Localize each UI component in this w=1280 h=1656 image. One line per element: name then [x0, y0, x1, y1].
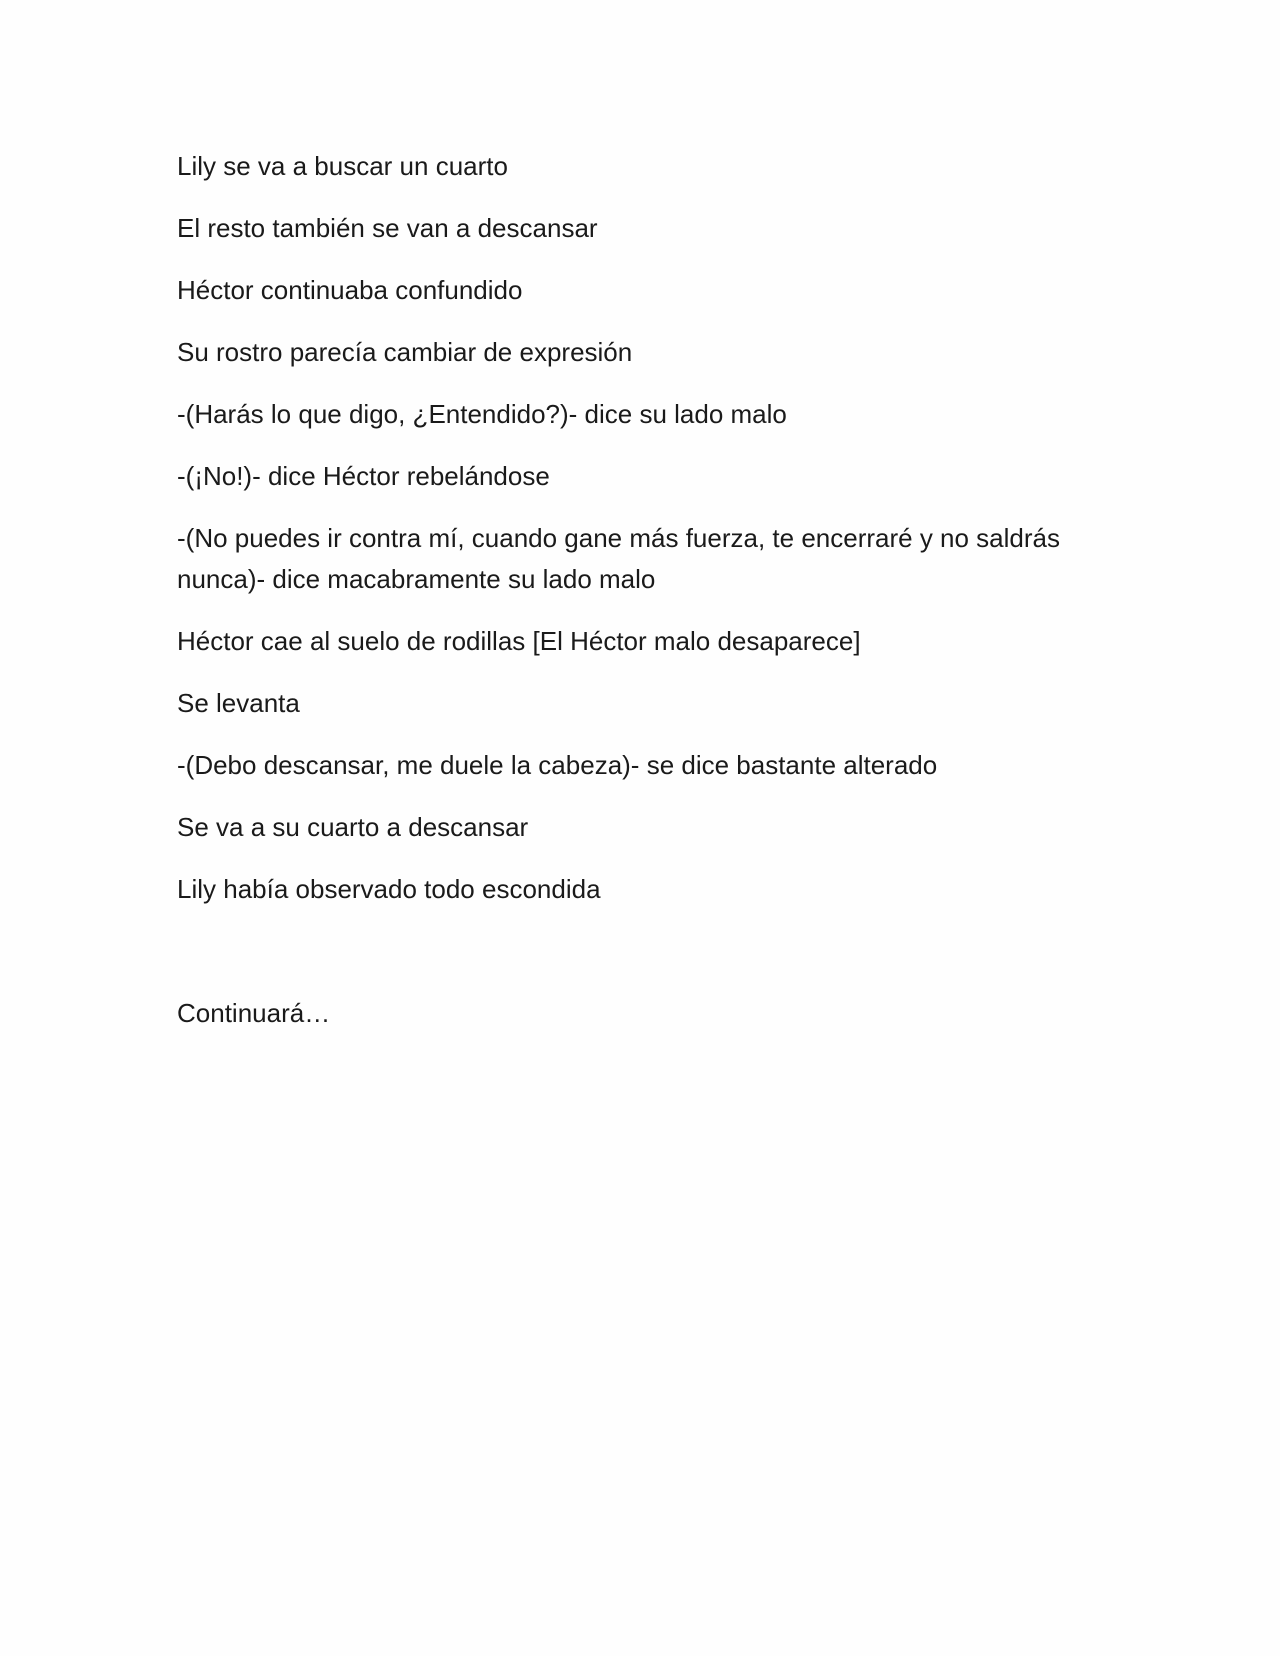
- paragraph: -(Harás lo que digo, ¿Entendido?)- dice su lado malo: [177, 399, 787, 429]
- paragraph: -(¡No!)- dice Héctor rebelándose: [177, 461, 550, 491]
- paragraph: Héctor cae al suelo de rodillas [El Héctor malo desaparece]: [177, 626, 861, 656]
- paragraph: Héctor continuaba confundido: [177, 275, 523, 305]
- paragraph: -(Debo descansar, me duele la cabeza)- se dice bastante alterado: [177, 750, 938, 780]
- paragraph: Lily había observado todo escondida: [177, 874, 601, 904]
- paragraph: Lily se va a buscar un cuarto: [177, 151, 508, 181]
- paragraph: Su rostro parecía cambiar de expresión: [177, 337, 633, 367]
- document-body: [177, 146, 1097, 1055]
- paragraph: -(No puedes ir contra mí, cuando gane más fuerza, te encerraré y no saldrás nunca)- dice macabramente su lado malo: [177, 523, 1060, 594]
- paragraph: El resto también se van a descansar: [177, 213, 598, 243]
- paragraph: Se levanta: [177, 688, 300, 718]
- blank-paragraph: [177, 931, 1097, 972]
- closing-line: Continuará…: [177, 998, 331, 1028]
- paragraph: Se va a su cuarto a descansar: [177, 812, 529, 842]
